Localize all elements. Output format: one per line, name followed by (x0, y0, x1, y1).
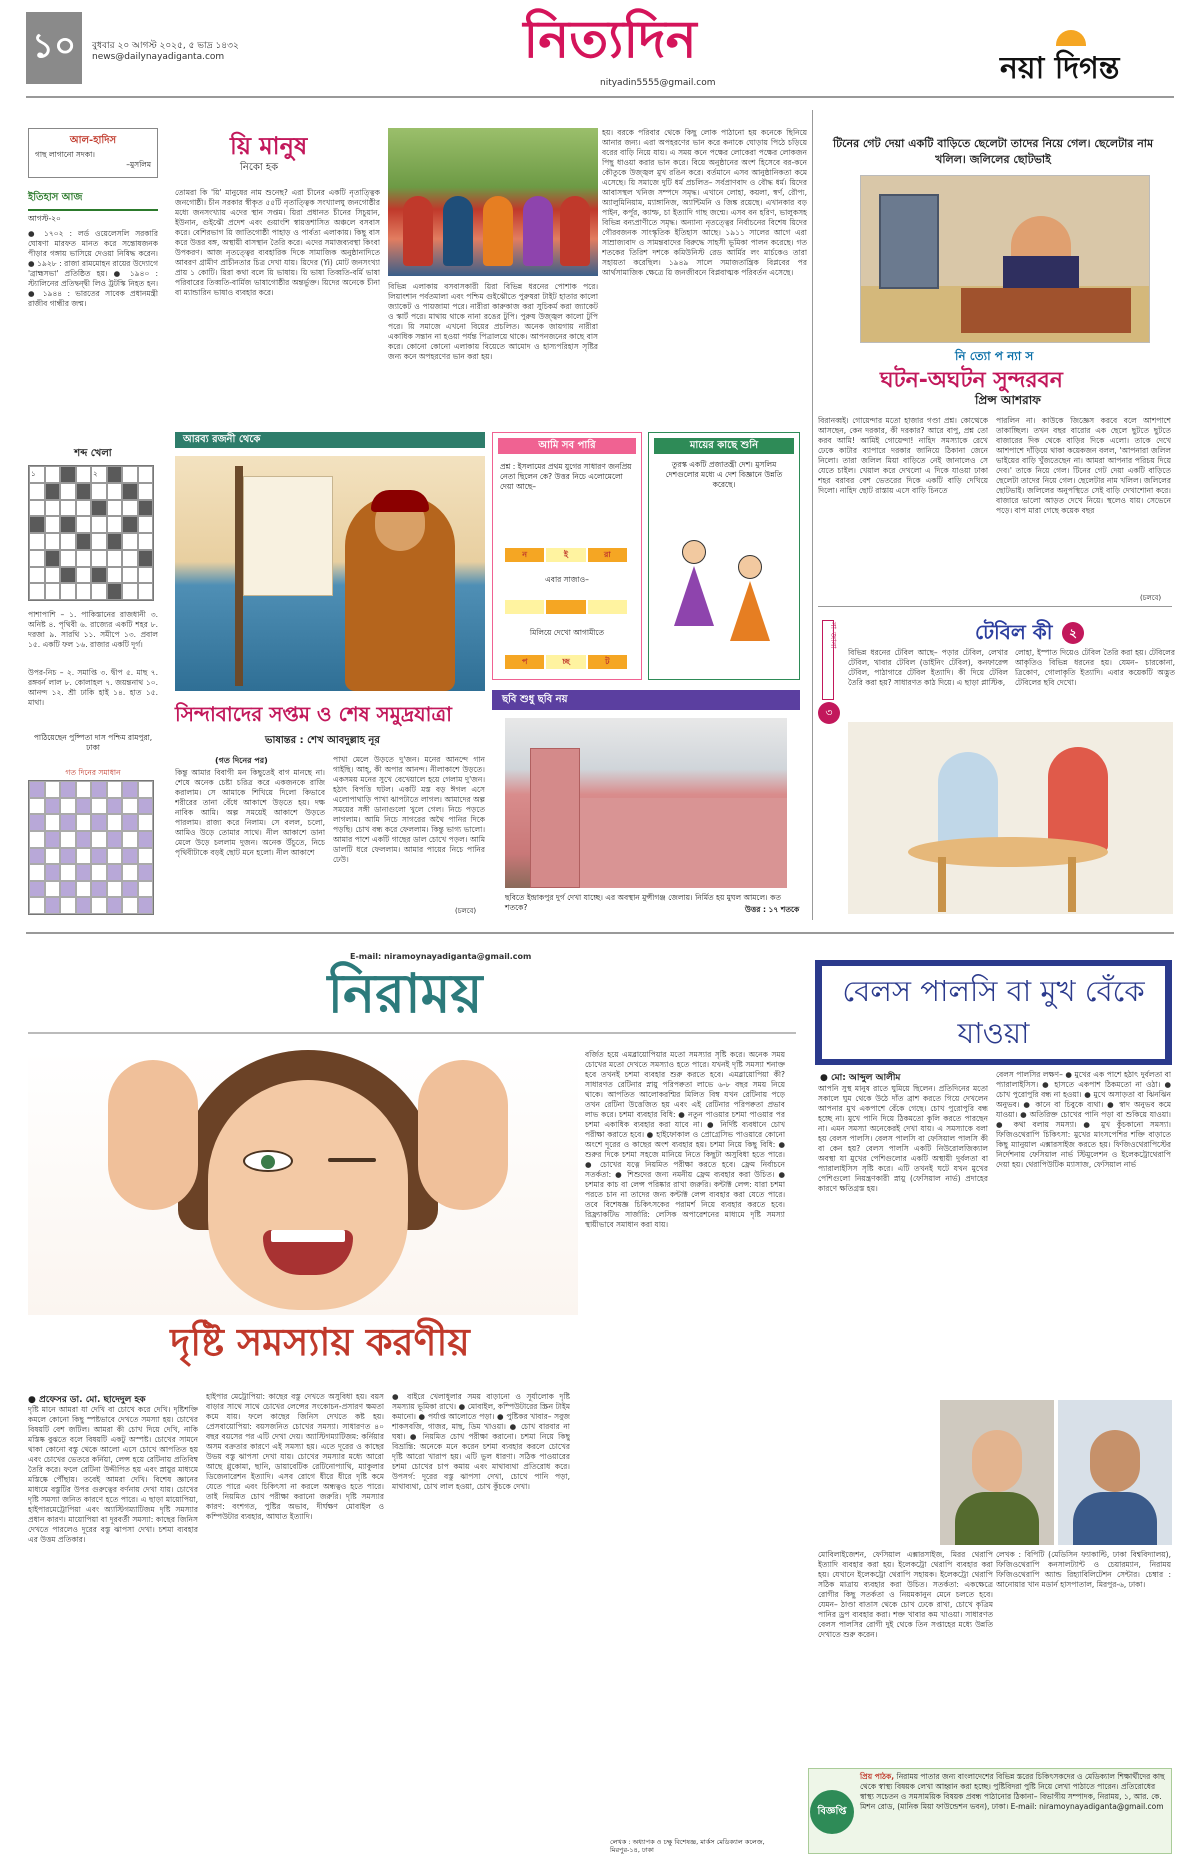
grid-cell (29, 567, 45, 584)
sol-cell (107, 881, 123, 898)
clues-down: উপর-নিচ – ২. সমাপ্তি ৩. দ্বীপ ৫. মাছ ৭. রঙ্গবর্ন লাল ৮. কোলাহল ৭. জয়ন্তনাথ ১০. আনন্দ ১২. শ্রী ঢাকি হাই ১৪. হাত ১৫. মাথা। (28, 668, 158, 707)
notice-badge: বিজ্ঞপ্তি (810, 1790, 854, 1834)
sol-cell (45, 781, 61, 798)
notice-text (860, 1772, 1168, 1852)
letter-tile: ট (588, 655, 627, 669)
sol-cell (138, 781, 154, 798)
grid-cell (138, 583, 154, 600)
grid-cell (122, 567, 138, 584)
masthead-email: nityadin5555@gmail.com (600, 78, 716, 88)
sindbad-prev-note: (গত দিনের পর) (215, 756, 268, 765)
sol-cell (107, 798, 123, 815)
mother-body: তুরস্ক একটি প্রজাতন্ত্রী দেশ। মুসলিম দেশগুলোর মধ্যে এ দেশ বিজ্ঞানে উন্নতি করেছে। (665, 460, 783, 489)
grid-cell (29, 533, 45, 550)
vision-author-sig: লেখক : অধ্যাপক ও চক্ষু বিশেষজ্ঞ, মার্কস মেডিক্যাল কলেজ, মিরপুর-১৪, ঢাকা (610, 1838, 765, 1854)
puzzle-title: আমি সব পারি (498, 438, 636, 454)
yi-people-title: য়ি মানুষ (230, 132, 308, 160)
grid-cell (60, 567, 76, 584)
sol-cell (76, 798, 92, 815)
grid-cell (107, 533, 123, 550)
table-column-2: লোহা, ইস্পাত দিয়েও টেবিল তৈরি করা হয়। টেবিলের আকৃতিও বিভিন্ন ধরনের হয়। যেমন– চারকোনা, ত্রিকোণ, গোলাকৃতি ইত্যাদি। এবার কয়েকটি অদ্ভুত টেবিলের ছবি দেখো। (1015, 648, 1175, 687)
story-column-2: পারলিন না। কাউকে জিজ্ঞেস করবে বলে আশপাশে তাকাচ্ছিল। তখন বছর বারোর এক ছেলে ছুটতে ছুটতে বাজারের দিক থেকে বাড়ির দিকে এলো। তাকে দেখে আশপাশে দাঁড়িয়ে থাকা কয়েকজন বলল, 'আপনারা জলিল ভাইয়ের বাড়ি খুঁজতেছেন না। আমরা আপনার পরিচয় দিয়ে দেব।' তাকে নিয়ে গেল। টিনের গেট দেয়া একটি বাড়িতে ছেলেটা তাদের নিয়ে গেল। ছেলেটার নাম খলিল। জলিলের ছোটভাই। জলিলের অনুপস্থিতে সেই বাড়ি দেখাশোনা করে। বাজারে ভালো আড়ত দেখে নিয়ে। স্থলেও যায়। সেভেনে পড়ে। বাপ মারা গেছে কয়েক বছর (996, 416, 1171, 515)
section-masthead: নিত্যদিন (523, 9, 697, 70)
sol-cell (45, 798, 61, 815)
clues-across: পাশাপাশি – ১. পাকিস্তানের রাজধানী ৩. অনিষ্ট ৪. পৃথিবী ৬. রাজ্যের একটি শহর ৮. দরজা ৯. সারথি ১১. সমীপে ১৩. প্রবাল ১৫. একটি ফল ১৬. রাজার একটি দূর্গ। (28, 610, 158, 649)
arrange-label: এবার সাজাও– (545, 575, 589, 584)
grid-cell (45, 500, 61, 517)
girl-figure (730, 555, 770, 665)
vision-column-1: দৃষ্টি মানে আমরা যা দেখি বা চোখে করে দেখি। দৃষ্টিশক্তি কমলে কোনো কিছু স্পষ্টভাবে দেখতে সমস্যা হয়। চোখের বিষয়টি বেশ জটিল। আমরা কী চোখ দিয়ে দেখি, নাকি মস্তিষ্ক বুঝতে বলে বিষয়টি একটু অস্পষ্ট। চোখের সামনে থাকা কোনো বস্তু থেকে আলো এসে চোখে আপতিত হয় এবং চোখের ভেতরে কর্নিয়া, লেন্স হয়ে রেটিনায় প্রতিবিম্ব তৈরি করে। ফলে রেটিনা উদ্দীপিত হয় এবং স্নায়ুর মাধ্যমে মস্তিষ্কে পৌঁছায়। তবেই আমরা দেখি। বিশেষ জ্ঞানের মাধ্যমে বস্তুটির উপর গুরুত্বের বর্ণনায় দেখা যায়। চোখের দৃষ্টি সমস্যা জনিত কারণে হতে পারে। এ ছাড়া মায়োপিয়া, হাইপারমেট্রোপিয়া এবং অ্যাস্টিগম্যাটিজম দৃষ্টি সমস্যার প্রধান কারণ। মায়োপিয়া বা দূরবর্তী সমস্যা: কাছের জিনিস দেখতে পারলেও দূরের বস্তু ঝাপসা দেখা। চশমা ব্যবহার এর উত্তম প্রতিকার। (28, 1405, 198, 1544)
grid-cell (107, 466, 123, 483)
bells-column-4: লেখক : বিপিটি (মেডিসিন ফ্যাকাল্টি, ঢাকা বিশ্ববিদ্যালয়), ফিজিওথেরাপি কনসালট্যান্ট ও চেয়ারম্যান, নিরাময় ফিজিওথেরাপি অ্যান্ড রিহ্যাবিলিটেশন সেন্টার। চেম্বার : আনোয়ার খান মডার্ন হাসপাতাল, মিরপুর-৬, ঢাকা। (996, 1550, 1171, 1589)
story-illustration (860, 175, 1150, 343)
author-photos (940, 1400, 1172, 1545)
sol-cell (122, 831, 138, 848)
vision-article-author: ● প্রফেসর ডা. মো. ছাদেদুল হক (28, 1395, 146, 1405)
sol-cell (76, 864, 92, 881)
sol-cell (91, 864, 107, 881)
sol-cell (91, 881, 107, 898)
grid-cell (122, 483, 138, 500)
story-title: ঘটন-অঘটন সুন্দরবন (880, 368, 1063, 393)
grid-cell (107, 500, 123, 517)
mother-title: মায়ের কাছে শুনি (654, 438, 794, 454)
letter-tile: ই (546, 548, 585, 562)
grid-cell (60, 466, 76, 483)
blank-tile (588, 600, 627, 614)
column-divider (812, 110, 813, 920)
sol-cell (60, 831, 76, 848)
side-number: ৩ (818, 702, 840, 724)
sindbad-translator: ভাষান্তর : শেখ আবদুল্লাহ নূর (265, 735, 380, 746)
eye-woman-photo (28, 1050, 578, 1315)
eye-icon (243, 1150, 293, 1172)
grid-cell (91, 500, 107, 517)
sol-cell (45, 864, 61, 881)
table-number: ২ (1062, 622, 1084, 644)
sol-cell (91, 814, 107, 831)
sol-cell (91, 848, 107, 865)
blank-tile (546, 600, 585, 614)
grid-cell (29, 583, 45, 600)
person-figure (523, 196, 553, 266)
yi-people-body-2: বিভিন্ন এলাকায় বসবাসকারী য়িরা বিভিন্ন ধরনের পোশাক পরে। লিয়াংশান পর্বতমালা এবং পশ্চিম গুইঝৌতে পুরুষরা টাইট হাতার কালো জ্যাকেট ও পায়জামা পরে। নারীরা কারুকাজ করা সুচিকর্ম করা জ্যাকেট ও স্কার্ট পরে। মাথায় থাকে নানা রঙের টুপি। পুরুষ উজ্জ্বল কালো টুপি পরে। য়ি সমাজে এখনো বিয়ের প্রচলিত। অনেক জায়গায় নারীরা একাধিক সন্তান না হওয়া পর্যন্ত পিত্রালয়ে থাকে। আপনজনের কাছে বাস করে। কোনো কোনো এলাকায় বিয়েতে আমোদ ও হাস্যপরিহাস সৃষ্টির জন্য কনে অপহরণের ভান করা হয়। (388, 282, 598, 361)
grid-cell (76, 583, 92, 600)
sol-cell (45, 814, 61, 831)
sindbad-title: সিন্দাবাদের সপ্তম ও শেষ সমুদ্রযাত্রা (175, 702, 452, 726)
story-series: নি ত্যো প ন্যা স (955, 349, 1034, 363)
sol-cell (60, 848, 76, 865)
grid-cell (45, 567, 61, 584)
letter-row (505, 548, 629, 562)
fort-photo (505, 718, 787, 888)
girls-illustration (660, 520, 788, 670)
grid-cell (76, 483, 92, 500)
sol-cell (60, 881, 76, 898)
word-game-title: শব্দ খেলা (74, 448, 112, 459)
sol-cell (45, 881, 61, 898)
sol-cell (29, 781, 45, 798)
sol-cell (107, 864, 123, 881)
sol-cell (29, 814, 45, 831)
solution-title: গত দিনের সমাধান (65, 768, 121, 777)
sol-cell (60, 814, 76, 831)
sol-cell (76, 814, 92, 831)
header-divider (26, 96, 1174, 98)
history-items: ● ১৭০২ : লর্ড ওয়েলেসলি সরকারি ঘোষণা মারফত মানত করে সন্তোষজনক পীড়ার গঙ্গায় ভাসিয়ে দেওয়া নিষিদ্ধ করেন। ● ১৯২৮ : রাজা রামমোহন রায়ের উদ্যোগে 'ব্রাহ্মসভা' প্রতিষ্ঠিত হয়। ● ১৯৪০ : স্ট্যালিনের প্রতিদ্বন্দ্বী লিও ট্রটস্কি নিহত হন। ● ১৯৪৪ : ভারতের সাবেক প্রধানমন্ত্রী রাজীব গান্ধীর জন্ম। (28, 229, 158, 308)
history-title: ইতিহাস আজ (28, 190, 158, 211)
sol-cell (138, 798, 154, 815)
turban-icon (371, 490, 429, 512)
author-photo-1 (940, 1400, 1054, 1545)
person-figure (483, 196, 513, 266)
letter-row-2 (505, 655, 629, 669)
grid-cell (107, 483, 123, 500)
child-figure (1048, 747, 1108, 852)
side-label: না-জানা (829, 622, 838, 649)
sindbad-figure (345, 496, 455, 691)
sol-cell (76, 881, 92, 898)
fort-wall-shape (580, 798, 787, 888)
sol-cell (122, 798, 138, 815)
grid-cell (45, 516, 61, 533)
sindbad-illustration (175, 456, 485, 691)
letter-tile: ন (505, 548, 544, 562)
sol-cell (138, 831, 154, 848)
sol-cell (122, 881, 138, 898)
grid-cell (107, 567, 123, 584)
grid-cell (91, 516, 107, 533)
story-column-1: বিরানব্বই। গোয়েন্দার মতো হাজার গণ্ডা প্রশ্ন। কোত্থেকে আসছেন, কেন দরকার, কী দরকার? আরে বাপু, প্রশ্ন তো করব আমি! আমিই গোয়েন্দা! নাহিদ সমস্যাকে রেখে ঢেকে কাটার ব্যাপারে দরকার জানিয়ে ঠিকানা জেনে নিলো। তারা জলিল মিয়া বাড়িতে নেই জানালেও সে যেতে চাইল। খেয়াল করে দেখলো এ দিকে যাওয়া ঢাকা শহর বরাবর বেশ ভেতরের দিকে একটি বাড়ি দেখিয়ে দিলো। নাহিদ ছোট রাস্তায় এসে বাড়ি চিনতে (818, 416, 988, 495)
grid-cell (76, 550, 92, 567)
mast-shape (235, 466, 243, 686)
person-figure (403, 196, 433, 266)
sol-cell (29, 798, 45, 815)
niramoy-title: নিরাময় (327, 961, 483, 1025)
grid-cell (45, 583, 61, 600)
yi-people-body: তোমরা কি 'য়ি' মানুষের নাম শুনেছ? এরা চীনের একটি নৃতাত্ত্বিক জনগোষ্ঠী। চীন সরকার স্বীকৃত ৫৫টি নৃতাত্ত্বিক সংখ্যালঘু জনগোষ্ঠীর মধ্যে জনসংখ্যায় এদের স্থান সপ্তম। য়িরা প্রধানত চীনের সিচুয়ান, ইউনান, গুইঝৌ প্রদেশ এবং গুয়াংশি স্বায়ত্তশাসিত অঞ্চলে বসবাস করে। বেশিরভাগ য়ি জাতিগোষ্ঠী পাহাড় ও পার্বত্য এলাকায়। কিছু বাস করে উত্তর বঙ্গ, অস্থায়ী বাসস্থান তৈরি করে। এদের সমাজব্যবস্থা কিংবা উপকরণ। আজ নৃতত্ত্বের ব্যবহারিক দিকে সামাজিক অনুষ্ঠানাদিতে আবরণ গ্রামীণ প্রাচীনতার চিত্র দেখা যায়। য়িদের (Yi) মোট জনসংখ্যা প্রায় ১ কোটি। য়িরা কথা বলে য়ি ভাষায়। য়ি ভাষা তিব্বতি-বর্মি ভাষা পরিবারের তিব্বতি-বার্মিজ ভাষাগোষ্ঠীর অন্তর্ভুক্ত। য়িদের অনেকে চীনা বা ম্যান্ডারিন ভাষাও ব্যবহার করে। (175, 188, 380, 297)
girl-figure (674, 540, 714, 650)
sol-cell (138, 814, 154, 831)
grid-cell (122, 466, 138, 483)
story-continued: (চলবে) (1140, 594, 1162, 602)
newspaper-logo-text: নয়া দিগন্ত (1000, 51, 1120, 86)
sol-cell (122, 781, 138, 798)
grid-cell (122, 516, 138, 533)
cabinet-shape (879, 194, 939, 289)
sol-cell (122, 864, 138, 881)
grid-cell (138, 483, 154, 500)
sol-cell (76, 781, 92, 798)
sindbad-continued: (চলবে) (455, 907, 477, 915)
hadith-box (28, 128, 158, 178)
grid-cell (76, 466, 92, 483)
grid-cell (45, 533, 61, 550)
grid-cell: ১ (29, 466, 45, 483)
grid-cell (60, 483, 76, 500)
grid-cell (91, 567, 107, 584)
grid-cell: ২ (91, 466, 107, 483)
grid-cell (29, 500, 45, 517)
photo-quiz-band: ছবি শুধু ছবি নয় (492, 690, 800, 710)
bells-column-3: মোবিলাইজেশন, ফেসিয়াল এক্সারসাইজ, মিরর থেরাপি ইত্যাদি ব্যবহার করা হয়। ইলেকট্রো থেরাপি ব্যবহার করা হয়। যেখানে ইলেকট্রো থেরাপি সহায়ক। ইলেকট্রো থেরাপি সঠিক মাত্রায় ব্যবহার করা উচিত। সতর্কতা: একক্ষেত্রে রোগীর কিছু সতর্কতা ও নিয়মকানুন মেনে চলতে হবে। যেমন– ঠাণ্ডা বাতাস থেকে চোখ ঢেকে রাখা, চোখে কৃত্রিম পানির ড্রপ ব্যবহার করা। শক্ত খাবার কম খাওয়া। সাধারণত বেলস পালসির রোগী দুই থেকে তিন সপ্তাহের মধ্যে উন্নতি দেখাতে শুরু করেন। (818, 1550, 993, 1639)
section-divider (818, 606, 1172, 607)
blank-tile (505, 600, 544, 614)
sol-cell (60, 781, 76, 798)
grid-cell (45, 550, 61, 567)
yi-people-continued: হয়। বরকে পরিবার থেকে কিছু লোক পাঠানো হয় কনেকে ছিনিয়ে আনার জন্য। এরা অপহরণের ভান করে কনাকে ঘোড়ায় পিঠে চড়িয়ে বরের বাড়ি নিয়ে যায়। এ সময় কনে পক্ষের লোকেরা পক্ষের লোকজন পিছু ধাওয়া করার ভান করে। বিয়ে অনুষ্ঠানের অংশ হিসেবে বর-কনে কৌতুকে উজ্জ্বল মুখ রঙিন করে। বর্তমানে এসব আনুষ্ঠানিকতা কমে এসেছে। য়ি সমাজে দুটি ধর্ম প্রচলিত– সর্বপ্রাণবাদ ও বৌদ্ধ ধর্ম। য়িদের আবাসস্থল খনিজ সম্পদে সমৃদ্ধ। এখানে লোহা, কয়লা, স্বর্ণ, রৌপ্য, অ্যালুমিনিয়াম, ম্যাঙ্গানিজ, অ্যান্টিমনি ও জিঙ্ক রয়েছে। এখানকার বড় পাইন, কর্পূর, ক্যাম্ফ, চা ইত্যাদি গাছ জন্মে। এসব বন হরিণ, ভালুকসহ বিভিন্ন বন্যপ্রাণীতে সমৃদ্ধ। অন্যান্য নৃতত্ত্বের নির্বাচনের বিশেষ য়িদের গৌরবজনক সাংস্কৃতিক ইতিহাস আছে। ১৯১১ সালের আগে এরা সাম্রাজ্যবাদ ও সামন্তবাদের বিরুদ্ধে সাহসী ভূমিকা পালন করেছে। গত শতকের তিরিশ দশকে কমিউনিস্ট রেড আর্মির লং মার্চকেও তারা সহায়তা করেছিল। ১৯৪৯ সালে সমাজতান্ত্রিক বিপ্লবের পর আর্থসামাজিক ক্ষেত্রে য়ি জনজীবনে বিপ্লবাত্মক পরিবর্তন এসেছে। (602, 128, 807, 277)
sol-cell (29, 881, 45, 898)
page-number: ১০ (26, 12, 82, 84)
history-today (28, 190, 158, 415)
grid-cell (60, 583, 76, 600)
grid-cell (138, 567, 154, 584)
sol-cell (91, 897, 107, 914)
sindbad-column-2: পাখা মেলে উড়তে দু'জন। মনের আনন্দে গান গাইছি। আহ্, কী অপার আনন্দ। নীলাকাশে উড়তে। একসময় মনের সুখে বেখেয়ালে হয়ে গেলাম দু'জন। হঠাৎ বিপত্তি ঘটল। একটি মস্ত বড় ঈগল এসে এলোপাথাড়ি পাখা ঝাপটাতে লাগল। আমাদের অল্প সময়ের সঙ্গী ডানাগুলো খুলে গেল। নিচে পড়তে লাগলাম। আমি নিচে সাগরের অথৈ পানির দিকে পড়ছি। চোখ বন্ধ করে ফেললাম। কিন্তু ভাগ্য ভালো। আমার পাশে একটি গাছের ডাল চোখে পড়ল। আমি ডালটি ধরে ফেললাম। আমার পায়ের নিচে পানির ঢেউ। (333, 755, 485, 864)
game-sender: পাঠিয়েছেন পুষ্পিতা দাস পশ্চিম রামপুরা, ঢাকা (33, 733, 153, 752)
grid-cell (107, 583, 123, 600)
sol-cell (91, 831, 107, 848)
sol-cell (122, 897, 138, 914)
vision-column-2: হাইপার মেট্রোপিয়া: কাছের বস্তু দেখতে অসুবিধা হয়। বয়স বাড়ার সাথে সাথে চোখের লেন্সের সংকোচন-প্রসারণ ক্ষমতা কমে যায়। ফলে কাছের জিনিস দেখতে কষ্ট হয়। প্রেসবায়োপিয়া: বয়সজনিত চোখের সমস্যা। সাধারণত ৪০ বছর বয়সের পর এটি দেখা দেয়। অ্যাস্টিগম্যাটিজম: কর্নিয়ার অসম বক্রতার কারণে এই সমস্যা হয়। এতে দূরের ও কাছের উভয় বস্তু ঝাপসা দেখা যায়। চোখের সমস্যার মধ্যে আরো আছে গ্লুকোমা, ছানি, ডায়াবেটিক রেটিনোপ্যাথি, ম্যাকুলার ডিজেনারেশন ইত্যাদি। এসব রোগে ধীরে ধীরে দৃষ্টি কমে যেতে পারে এবং চিকিৎসা না করলে অন্ধত্বও হতে পারে। তাই নিয়মিত চোখ পরীক্ষা করানো জরুরি। দৃষ্টি সমস্যার কারণ: বংশগত, পুষ্টির অভাব, দীর্ঘক্ষণ মোবাইল ও কম্পিউটার ব্যবহার, আঘাত ইত্যাদি। (206, 1392, 384, 1521)
letter-tile: চ্ছ (546, 655, 585, 669)
hadith-title: আল-হাদিস (69, 135, 117, 146)
sol-cell (91, 798, 107, 815)
bells-column-2: বেলস পালসির লক্ষণ– ● মুখের এক পাশে হঠাৎ দুর্বলতা বা প্যারালাইসিস। ● হাসতে একপাশ ঠিকমতো না ওঠা। ● চোখ পুরোপুরি বন্ধ না হওয়া। ● মুখে অসাড়তা বা ঝিনঝিন অনুভব। ● কানে বা চিবুকে ব্যথা। ● স্বাদ অনুভব কমে যাওয়া। ● অতিরিক্ত চোখের পানি পড়া বা শুকিয়ে যাওয়া। ● কথা বলায় সমস্যা। ● মুখ কুঁচকানো সমস্যা। ফিজিওথেরাপি চিকিৎসা: মুখের মাংসপেশির শক্তি বাড়াতে কিছু ম্যানুয়াল এক্সারসাইজ করতে হয়। ফিজিওথেরাপিস্টের নির্দেশনায় ফেসিয়াল নার্ভ স্টিমুলেশন ও ইলেকট্রোথেরাপি দেয়া হয়। থেরাপিউটিক ম্যাসাজ, ফেসিয়াল নার্ভ (996, 1070, 1171, 1169)
sol-cell (29, 864, 45, 881)
sol-cell (45, 897, 61, 914)
sol-cell (91, 781, 107, 798)
sol-cell (122, 848, 138, 865)
grid-cell (29, 550, 45, 567)
niramoy-rule (28, 1032, 796, 1034)
story-author: প্রিন্স আশরাফ (975, 393, 1041, 407)
table-column-1: বিভিন্ন ধরনের টেবিল আছে– পড়ার টেবিল, লেখার টেবিল, খাবার টেবিল (ডাইনিং টেবিল), কনফারেন্স টেবিল, পাঠাগারে টেবিল ইত্যাদি। কী দিয়ে টেবিল তৈরি করা হয়? সাধারণত কাঠ দিয়ে। এ ছাড়া প্লাস্টিক, (848, 648, 1008, 687)
kids-table-photo (848, 722, 1173, 914)
grid-cell (91, 533, 107, 550)
grid-cell (138, 466, 154, 483)
vision-article-title: দৃষ্টি সমস্যায় করণীয় (170, 1320, 470, 1364)
grid-cell (122, 550, 138, 567)
sol-cell (76, 831, 92, 848)
grid-cell (45, 466, 61, 483)
bells-palsy-title: বেলস পালসি বা মুখ বেঁকে যাওয়া (842, 974, 1145, 1050)
sol-cell (60, 897, 76, 914)
grid-cell (60, 516, 76, 533)
section-divider (26, 932, 1174, 934)
sol-cell (45, 848, 61, 865)
grid-cell (107, 516, 123, 533)
grid-cell (138, 516, 154, 533)
bells-column-1: আপনি সুস্থ মানুষ রাতে ঘুমিয়ে ছিলেন। প্রতিদিনের মতো সকালে ঘুম থেকে উঠে দাঁত ব্রাশ করতে গিয়ে দেখলেন আপনার মুখ একপাশে বেঁকে গেছে। চোখ পুরোপুরি বন্ধ হচ্ছে না। মুখে পানি দিয়ে ঠিকমতো কুলি করতে পারছেন না। এমন সমস্যা অনেকেরই দেখা যায়। এ সমস্যাকে বলা হয় বেলস পালসি। বেলস পালসি বা ফেসিয়াল পালসি কী বা কেন হয়? বেলস পালসি একটি নিউরোলজিক্যাল অবস্থা যা মুখের পেশিগুলোর একটি অস্থায়ী দুর্বলতা বা প্যারালাইসিস সৃষ্টি করে। এটি তখনই ঘটে যখন মুখের পেশিগুলো নিয়ন্ত্রণকারী স্নায়ু (ফেসিয়াল নার্ভ) প্রদাহের কারণে ক্ষতিগ্রস্ত হয়। (818, 1084, 988, 1193)
hadith-text: গাছ লাগানো সদকা। (35, 150, 95, 159)
officer-figure (1011, 216, 1071, 291)
sol-cell (76, 897, 92, 914)
news-email: news@dailynayadiganta.com (92, 52, 225, 62)
sol-cell (76, 848, 92, 865)
puzzle-question: প্রশ্ন : ইসলামের প্রথম যুগের সাধারণ জনপ্রিয় নেতা ছিলেন কে? উত্তর নিচে এলোমেলো দেয়া আছে– (500, 462, 632, 491)
sun-icon (1056, 30, 1086, 46)
grid-cell (60, 550, 76, 567)
grid-cell (29, 483, 45, 500)
photo-quiz-answer: উত্তর : ১৭ শতকে (745, 905, 800, 914)
sol-cell (29, 897, 45, 914)
grid-cell (107, 550, 123, 567)
table-title: টেবিল কী (975, 620, 1053, 644)
letter-tile: রা (588, 548, 627, 562)
niramoy-email: E-mail: niramoynayadiganta@gmail.com (350, 952, 532, 961)
sol-cell (107, 781, 123, 798)
word-game-grid (28, 465, 154, 601)
grid-cell (138, 500, 154, 517)
photo-quiz-caption: ছবিতে ইন্দ্রাকপুর দুর্গ দেখা যাচ্ছে। এর অবস্থান মুন্সীগঞ্জ জেলায়। নির্মিত হয় মুঘল আমলে। কত শতকে? (505, 893, 781, 912)
answer-row (505, 600, 629, 614)
sol-cell (107, 831, 123, 848)
grid-cell (60, 500, 76, 517)
arabian-band: আরব্য রজনী থেকে (175, 432, 485, 448)
vision-column-4: বর্জিত হয়ে এমব্লায়োপিয়ার মতো সমস্যার সৃষ্টি করে। অনেক সময় চোখের মতো দেখতে সমস্যাও হতে পারে। যখনই দৃষ্টি সমস্যা শনাক্ত হবে তখনই চশমা ব্যবহার শুরু করতে হবে। এমব্লায়োপিয়া কী? সাধারণত রেটিনার স্নায়ু পরিপক্বতা লাভে ৬-৮ বছর সময় নিয়ে থাকে। আপতিত আলোকরশ্মির মিলিত বিম্ব যখন রেটিনায় পড়ে তখন রেটিনা উত্তেজিত হয় এবং এই রেটিনার পরিপক্বতা প্রভাব লাভ করে। চশমা ব্যবহার বিধি: ● নতুন পাওয়ার চশমা পাওয়ার পর চশমা একাধিক ব্যবহার করা যাবে না। ● নির্দিষ্ট ব্যবধানে চোখ পরীক্ষা করাতে হবে। ● হাইফোকাল ও প্রোগ্রেসিভ পাওয়ারে কোনো অংশে দূরের ও কাছের অংশ ব্যবহার হয়। চশমা নিয়ে কিছু বিধি: ● শুরুর দিকে চশমা সহজে মানিয়ে নিতে কিছুটা অসুবিধা হতে পারে। ● চোখের যত্নে নিয়মিত পরীক্ষা করতে হবে। ফ্রেম নির্বাচনে সতর্কতা: ● শিশুদের জন্য নমনীয় ফ্রেম ব্যবহার করা উচিত। ● চশমার কাচ বা লেন্স পরিষ্কার রাখা জরুরি। কন্টাক্ট লেন্স: যারা চশমা পরতে চান না তাদের জন্য কন্টাক্ট লেন্স ব্যবহার করা যেতে পারে। তবে বিশেষজ্ঞ চিকিৎসকের পরামর্শ নিয়ে ব্যবহার করতে হবে। রিফ্র্যাকটিভ সার্জারি: লেসিক অপারেশনের মাধ্যমে দৃষ্টি সমস্যা স্থায়ীভাবে সমাধান করা যায়। (585, 1050, 785, 1229)
grid-cell (60, 533, 76, 550)
sol-cell (60, 864, 76, 881)
sol-cell (122, 814, 138, 831)
sindbad-column-1: কিন্তু আমার বিবাগী মন কিছুতেই বাগ মানছে না। শেষে অনেক চেষ্টা চরিত্র করে একজনকে রাজি করালাম। সে আমাকে শিখিয়ে দিলো কিভাবে শরীরের তানা বেঁধে আকাশে উড়তে হয়। দক্ষ নাবিক আমি। অল্প সময়েই আকাশে উড়তে পারলাম। রাজ্য করে নিলাম। সে বলল, চলো, আমিও উড়ে তোমার সাথে। নীল আকাশে ডানা মেলে উড়ে চললাম দুজন। অনেক উঁচুতে, নিচে পৃথিবীটাকে বড়ই ছোট মনে হলো। নীল আকাশে (175, 768, 325, 857)
notice-lead: প্রিয় পাঠক, (860, 1772, 895, 1781)
notice-body: নিরাময় পাতার জন্য বাংলাদেশের বিভিন্ন স্তরের চিকিৎসকদের ও মেডিক্যাল শিক্ষার্থীদের কাছ থেকে স্বাস্থ্য বিষয়ক লেখা আহ্বান করা হচ্ছে। পুষ্টিবিদরা পুষ্টি নিয়ে লেখা পাঠাতে পারেন। প্রতিরোধের স্বাস্থ্য সচেতন ও সমসাময়িক বিষয়ক প্রবন্ধ পাঠানোর ঠিকানা– বিভাগীয় সম্পাদক, নিরাময়, ১, আর. কে. মিশন রোড, (মানিক মিয়া ফাউন্ডেশন ভবন), ঢাকা। E-mail: niramoynayadiganta@gmail.com (860, 1772, 1165, 1811)
grid-cell (138, 550, 154, 567)
grid-cell (122, 583, 138, 600)
fort-tower-shape (530, 748, 580, 888)
person-figure (443, 196, 473, 266)
grid-cell (76, 516, 92, 533)
sol-cell (29, 831, 45, 848)
hadith-source: –মুসলিম (126, 160, 151, 169)
grid-cell (122, 533, 138, 550)
sail-shape (243, 476, 333, 596)
vision-column-3: ● বাইরে খেলাধুলার সময় বাড়ানো ও সূর্যালোক দৃষ্টি সমস্যায় ভূমিকা রাখে। ● মোবাইল, কম্পিউটারের স্ক্রিন টাইম কমানো। ● পর্যাপ্ত আলোতে পড়া। ● পুষ্টিকর খাবার– সবুজ শাকসবজি, গাজর, মাছ, ডিম খাওয়া। ● চোখ বারবার না ঘষা। ● নিয়মিত চোখ পরীক্ষা করানো। চশমা নিয়ে কিছু বিভ্রান্তি: অনেকে মনে করেন চশমা ব্যবহার করলে চোখের দৃষ্টি আরো খারাপ হয়। এটি ভুল ধারণা। সঠিক পাওয়ারের চশমা চোখের চাপ কমায় এবং মাথাব্যথা প্রতিরোধ করে। উপসর্গ: দূরের বস্তু ঝাপসা দেখা, চোখে পানি পড়া, মাথাব্যথা, চোখ লাল হওয়া, চোখ কুঁচকে দেখা। (392, 1392, 570, 1491)
grid-cell (76, 533, 92, 550)
yi-people-author: নিকো হক (240, 162, 279, 173)
history-date: আগস্ট-২০ (28, 214, 61, 223)
grid-cell (91, 550, 107, 567)
solution-grid (28, 780, 154, 915)
sol-cell (45, 831, 61, 848)
sol-cell (138, 864, 154, 881)
grid-cell (122, 500, 138, 517)
sol-cell (107, 814, 123, 831)
grid-cell (76, 500, 92, 517)
person-figure (560, 196, 590, 266)
sol-cell (138, 881, 154, 898)
grid-cell (138, 533, 154, 550)
sol-cell (138, 848, 154, 865)
story-intro: টিনের গেট দেয়া একটি বাড়িতে ছেলেটা তাদের নিয়ে গেল। ছেলেটার নাম খলিল। জলিলের ছোটভাই (832, 137, 1154, 166)
grid-cell (91, 483, 107, 500)
sol-cell (107, 897, 123, 914)
desk-shape (961, 288, 1131, 333)
issue-date: বুধবার ২০ আগস্ট ২০২৫, ৫ ভাদ্র ১৪৩২ (92, 41, 239, 51)
grid-cell (29, 516, 45, 533)
grid-cell (76, 567, 92, 584)
newspaper-logo (1000, 44, 1175, 86)
sol-cell (60, 798, 76, 815)
sol-cell (138, 897, 154, 914)
check-label: মিলিয়ে দেখো আগামীতে (529, 628, 605, 637)
sol-cell (107, 848, 123, 865)
grid-cell (91, 583, 107, 600)
grid-cell (45, 483, 61, 500)
sol-cell (29, 848, 45, 865)
author-photo-2 (1058, 1400, 1172, 1545)
letter-tile: প (505, 655, 544, 669)
yi-people-photo (388, 128, 598, 276)
bells-palsy-author: ● মো: আব্দুল আলীম (820, 1073, 901, 1083)
